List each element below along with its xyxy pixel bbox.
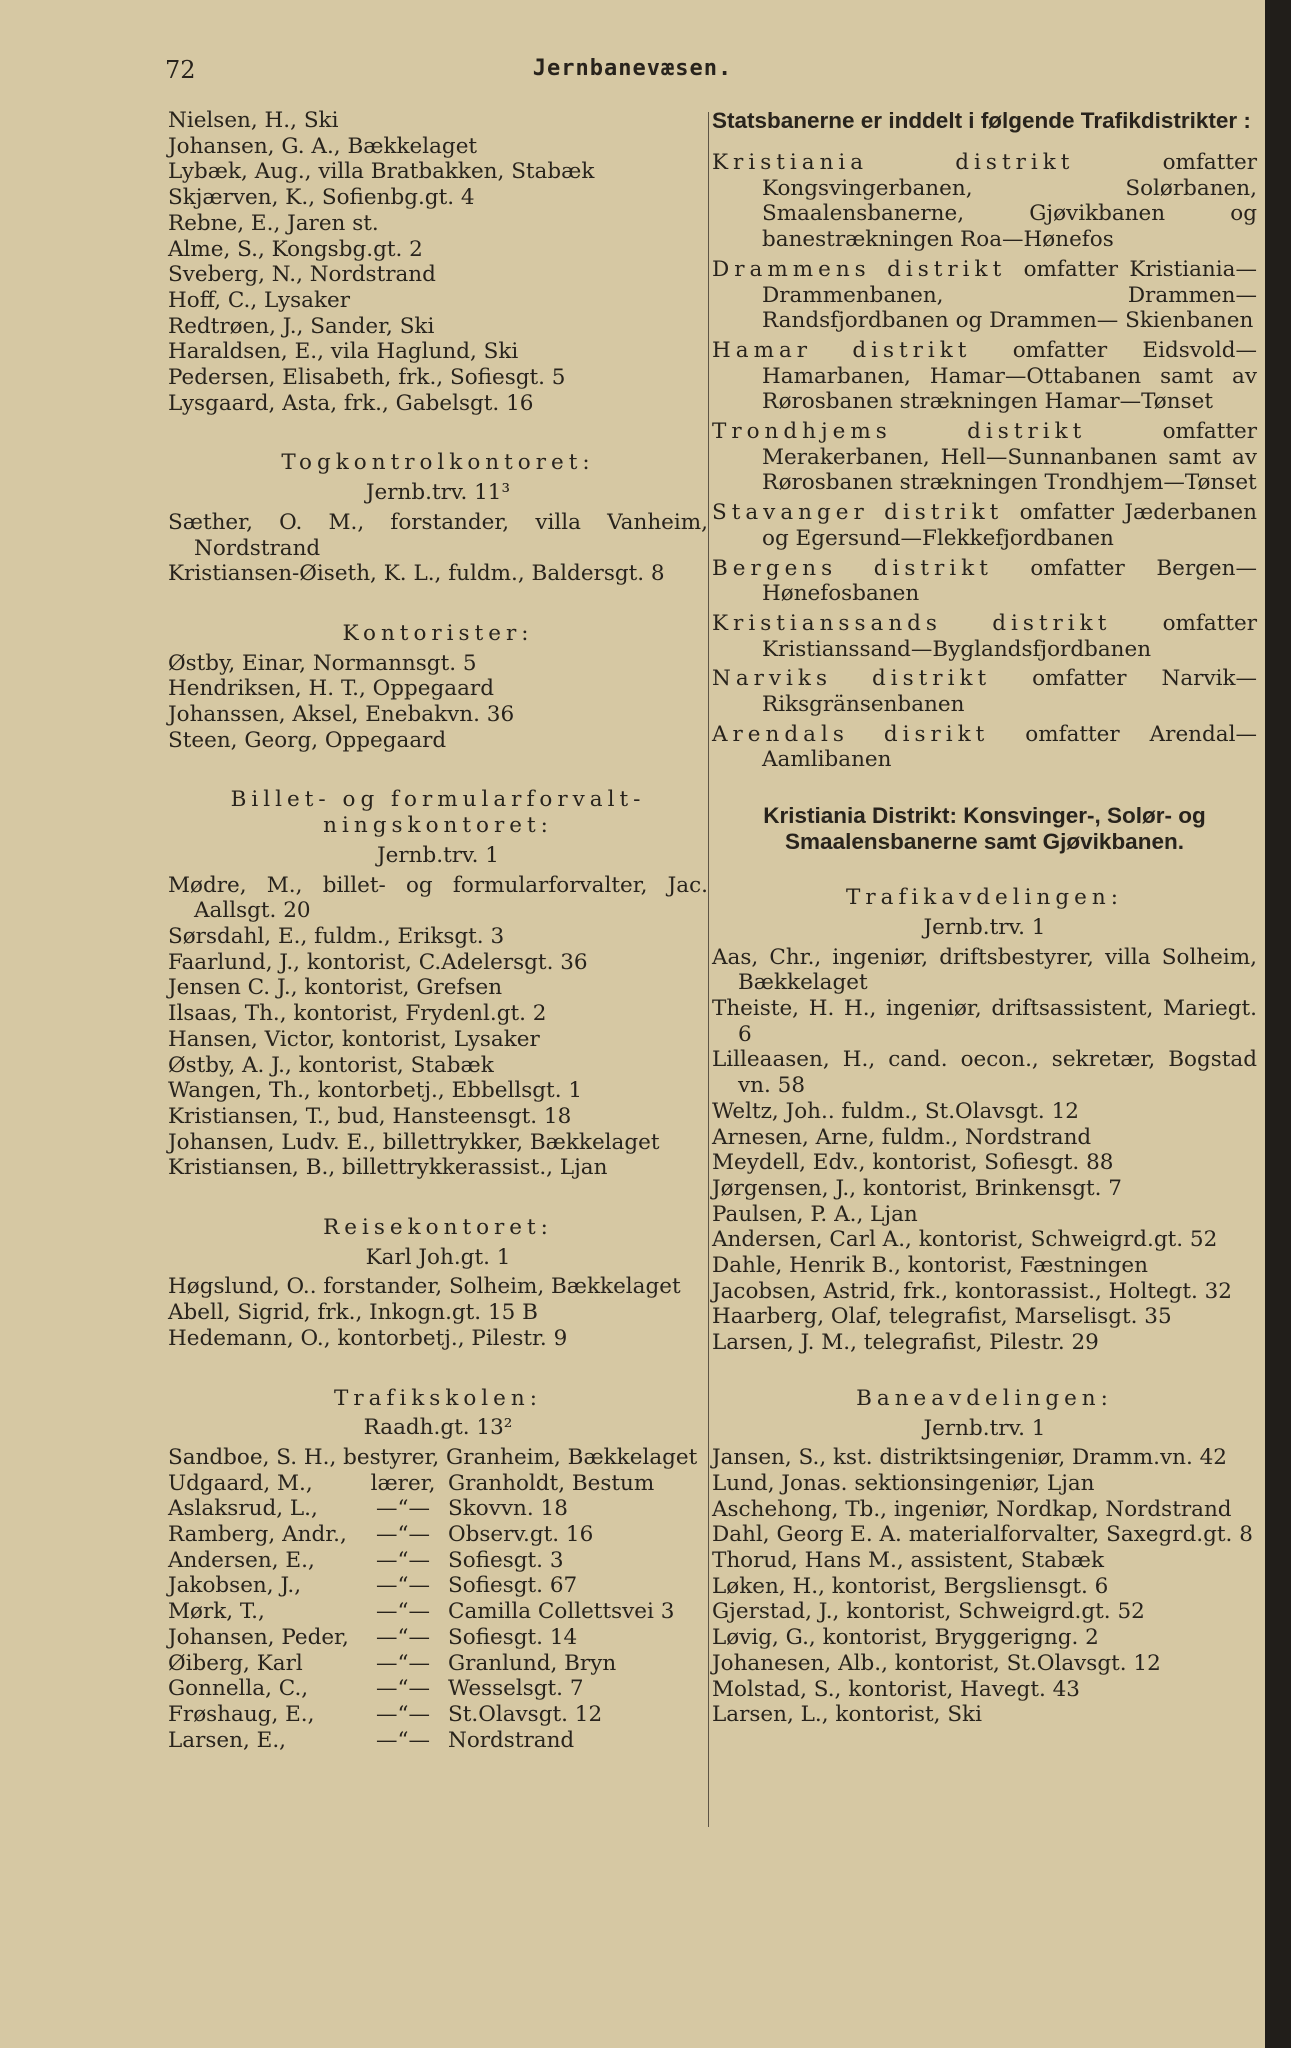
list-item: Johansen, Ludv. E., billettrykker, Bækkelaget xyxy=(168,1129,660,1155)
list-item: Rebne, E., Jaren st. xyxy=(168,210,379,236)
list-item: Skjærven, K., Sofienbg.gt. 4 xyxy=(168,185,475,211)
list-item: Nielsen, H., Ski xyxy=(168,108,339,133)
district-name: Trondhjems distrikt xyxy=(712,419,1087,445)
teacher-address: Nordstrand xyxy=(448,1727,575,1753)
staff-list xyxy=(168,108,708,416)
teacher-name: Aslaksrud, L., xyxy=(168,1496,318,1522)
district-description: omfatter Kristianssand—Byglandsfjordbanen xyxy=(762,610,1257,662)
table-row xyxy=(168,1471,674,1497)
section-title-togkontrol: Togkontrolkontoret: xyxy=(281,450,595,476)
teacher-role: —“— xyxy=(376,1727,430,1753)
list-item: Hansen, Victor, kontorist, Lysaker xyxy=(168,1026,540,1052)
table-row xyxy=(168,1651,674,1677)
reise-list xyxy=(168,1274,708,1351)
list-item: Lund, Jonas. sektionsingeniør, Ljan xyxy=(712,1470,1095,1496)
list-item: Kristiansen-Øiseth, K. L., fuldm., Baldersgt. 8 xyxy=(168,561,665,587)
kontorister-list xyxy=(168,651,708,754)
districts-heading: Statsbanerne er inddelt i følgende Trafikdistrikter : xyxy=(712,108,1251,133)
right-column xyxy=(712,108,1257,1968)
district-description: omfatter Arendal—Aamlibanen xyxy=(762,721,1257,773)
teacher-name: Mørk, T., xyxy=(168,1599,265,1625)
list-item: Kristiansen, T., bud, Hansteensgt. 18 xyxy=(168,1103,572,1129)
table-row xyxy=(168,1702,674,1728)
list-item: Ilsaas, Th., kontorist, Frydenl.gt. 2 xyxy=(168,1001,547,1027)
teacher-address: Granholdt, Bestum xyxy=(448,1470,655,1496)
table-row xyxy=(168,1599,674,1625)
list-item: Lybæk, Aug., villa Bratbakken, Stabæk xyxy=(168,159,595,185)
list-item: Hoff, C., Lysaker xyxy=(168,287,350,313)
list-item: Sandboe, S. H., bestyrer, Granheim, Bækkelaget xyxy=(168,1444,698,1470)
section-address-baneavdelingen: Jernb.trv. 1 xyxy=(923,1415,1046,1441)
section-title-kontorister: Kontorister: xyxy=(342,620,534,646)
teacher-role: —“— xyxy=(376,1547,430,1573)
list-item: Aas, Chr., ingeniør, driftsbestyrer, villa Solheim, Bækkelaget xyxy=(712,944,1257,996)
list-item: Haraldsen, E., vila Haglund, Ski xyxy=(168,339,519,365)
list-item: Meydell, Edv., kontorist, Sofiesgt. 88 xyxy=(712,1150,1114,1176)
list-item: Paulsen, P. A., Ljan xyxy=(712,1201,918,1227)
district-description: omfatter Bergen—Hønefosbanen xyxy=(762,555,1257,607)
district-description: omfatter Narvik—Riksgränsenbanen xyxy=(762,666,1258,718)
district-name: Kristiania distrikt xyxy=(712,150,1075,175)
list-item: Johansen, G. A., Bækkelaget xyxy=(168,133,478,159)
list-item: Johanssen, Aksel, Enebakvn. 36 xyxy=(168,702,515,728)
list-item: Østby, A. J., kontorist, Stabæk xyxy=(168,1052,494,1078)
teacher-name: Ramberg, Andr., xyxy=(168,1522,347,1548)
teacher-role: —“— xyxy=(376,1676,430,1702)
district-item xyxy=(712,666,1257,717)
teacher-name: Gonnella, C., xyxy=(168,1676,309,1702)
list-item: Arnesen, Arne, fuldm., Nordstrand xyxy=(712,1124,1092,1150)
list-item: Aschehong, Tb., ingeniør, Nordkap, Nordstrand xyxy=(712,1496,1232,1522)
list-item: Kristiansen, B., billettrykkerassist., Ljan xyxy=(168,1155,608,1181)
district-description: omfatter Merakerbanen, Hell—Sunnanbanen samt av Rørosbanen strækningen Trondhjem—Tønset xyxy=(762,419,1257,496)
district-name: Drammens distrikt xyxy=(712,256,1007,282)
section-title-billet-line2: ningskontoret: xyxy=(323,813,553,839)
page-number: 72 xyxy=(165,56,196,84)
district-item xyxy=(712,150,1257,253)
list-item: Weltz, Joh.. fuldm., St.Olavsgt. 12 xyxy=(712,1098,1079,1124)
teacher-address: St.Olavsgt. 12 xyxy=(448,1701,603,1727)
teacher-address: Skovvn. 18 xyxy=(448,1496,568,1522)
section-title-billet-line1: Billet- og formularforvalt- xyxy=(230,787,646,813)
column-divider xyxy=(708,112,709,1827)
list-item: Gjerstad, J., kontorist, Schweigrd.gt. 52 xyxy=(712,1599,1145,1625)
list-item: Lysgaard, Asta, frk., Gabelsgt. 16 xyxy=(168,390,534,416)
district-item xyxy=(712,611,1257,662)
section-address-trafikavdelingen: Jernb.trv. 1 xyxy=(923,914,1046,940)
section-address-reise: Karl Joh.gt. 1 xyxy=(365,1244,511,1270)
section-title-trafikskolen: Trafikskolen: xyxy=(334,1385,542,1411)
teacher-role: —“— xyxy=(376,1573,430,1599)
kristiania-heading-line2: Smaalensbanerne samt Gjøvikbanen. xyxy=(785,829,1184,855)
district-description: omfatter Jæderbanen og Egersund—Flekkefjordbanen xyxy=(762,500,1258,551)
page-header xyxy=(0,52,1265,82)
district-description: omfatter Kristiania—Drammenbanen, Drammen—Randsfjordbanen og Drammen— Skienbanen xyxy=(762,256,1257,334)
teacher-address: Sofiesgt. 14 xyxy=(448,1624,578,1650)
list-item: Dahl, Georg E. A. materialforvalter, Saxegrd.gt. 8 xyxy=(712,1522,1253,1548)
teacher-address: Sofiesgt. 3 xyxy=(448,1547,564,1573)
district-item xyxy=(712,500,1257,551)
list-item: Løken, H., kontorist, Bergsliensgt. 6 xyxy=(712,1573,1109,1599)
trafikskolen-table xyxy=(168,1471,674,1754)
district-item xyxy=(712,338,1257,415)
trafikavdelingen-list xyxy=(712,945,1257,1356)
section-address-trafikskolen: Raadh.gt. 13² xyxy=(363,1415,513,1441)
teacher-role: —“— xyxy=(376,1701,430,1727)
table-row xyxy=(168,1573,674,1599)
baneavdelingen-list xyxy=(712,1445,1257,1728)
list-item: Theiste, H. H., ingeniør, driftsassistent, Mariegt. 6 xyxy=(712,995,1257,1047)
left-column xyxy=(168,108,708,1968)
list-item: Alme, S., Kongsbg.gt. 2 xyxy=(168,236,423,262)
table-row xyxy=(168,1496,674,1522)
billet-list xyxy=(168,873,708,1181)
list-item: Andersen, Carl A., kontorist, Schweigrd.gt. 52 xyxy=(712,1227,1218,1253)
section-title-reise: Reisekontoret: xyxy=(323,1215,553,1241)
section-address-togkontrol: Jernb.trv. 11³ xyxy=(365,480,511,506)
district-name: Stavanger distrikt xyxy=(712,500,1004,526)
district-list xyxy=(712,150,1257,773)
list-item: Thorud, Hans M., assistent, Stabæk xyxy=(712,1548,1104,1574)
list-item: Haarberg, Olaf, telegrafist, Marselisgt. 35 xyxy=(712,1304,1172,1330)
list-item: Mødre, M., billet- og formularforvalter, Jac. Aallsgt. 20 xyxy=(168,872,708,924)
teacher-address: Wesselsgt. 7 xyxy=(448,1676,584,1702)
section-address-billet: Jernb.trv. 1 xyxy=(377,842,499,868)
section-title-baneavdelingen: Baneavdelingen: xyxy=(856,1385,1113,1411)
list-item: Pedersen, Elisabeth, frk., Sofiesgt. 5 xyxy=(168,365,566,391)
teacher-role: —“— xyxy=(376,1599,430,1625)
teacher-role: —“— xyxy=(376,1522,430,1548)
district-name: Hamar distrikt xyxy=(712,337,972,363)
teacher-name: Jakobsen, J., xyxy=(168,1573,302,1599)
list-item: Larsen, L., kontorist, Ski xyxy=(712,1702,982,1728)
list-item: Abell, Sigrid, frk., Inkogn.gt. 15 B xyxy=(168,1300,538,1326)
list-item: Hendriksen, H. T., Oppegaard xyxy=(168,676,494,702)
teacher-role: —“— xyxy=(376,1624,430,1650)
list-item: Redtrøen, J., Sander, Ski xyxy=(168,313,435,339)
teacher-role: —“— xyxy=(376,1496,430,1522)
teacher-name: Larsen, E., xyxy=(168,1727,287,1753)
list-item: Faarlund, J., kontorist, C.Adelersgt. 36 xyxy=(168,949,588,975)
teacher-name: Andersen, E., xyxy=(168,1547,315,1573)
district-name: Arendals disrikt xyxy=(712,721,990,747)
teacher-address: Observ.gt. 16 xyxy=(448,1522,594,1548)
list-item: Jørgensen, J., kontorist, Brinkensgt. 7 xyxy=(712,1175,1122,1201)
list-item: Høgslund, O.. forstander, Solheim, Bækkelaget xyxy=(168,1274,681,1300)
list-item: Steen, Georg, Oppegaard xyxy=(168,727,447,753)
table-row xyxy=(168,1548,674,1574)
district-item xyxy=(712,556,1257,607)
teacher-name: Johansen, Peder, xyxy=(168,1624,349,1650)
list-item: Sæther, O. M., forstander, villa Vanheim, Nordstrand xyxy=(168,509,708,561)
teacher-name: Udgaard, M., xyxy=(168,1470,313,1496)
teacher-name: Øiberg, Karl xyxy=(168,1650,303,1676)
list-item: Løvig, G., kontorist, Bryggerigng. 2 xyxy=(712,1625,1099,1651)
list-item: Jacobsen, Astrid, frk., kontorassist., Holtegt. 32 xyxy=(712,1278,1232,1304)
list-item: Johanesen, Alb., kontorist, St.Olavsgt. 12 xyxy=(712,1650,1161,1676)
district-name: Bergens distrikt xyxy=(712,555,993,581)
table-row xyxy=(168,1728,674,1754)
list-item: Larsen, J. M., telegrafist, Pilestr. 29 xyxy=(712,1330,1099,1356)
togkontrol-list xyxy=(168,510,708,587)
district-name: Narviks distrikt xyxy=(712,666,992,692)
list-item: Sveberg, N., Nordstrand xyxy=(168,262,436,288)
teacher-role: —“— xyxy=(376,1650,430,1676)
list-item: Jensen C. J., kontorist, Grefsen xyxy=(168,975,503,1001)
list-item: Lilleaasen, H., cand. oecon., sekretær, Bogstad vn. 58 xyxy=(712,1047,1257,1099)
table-row xyxy=(168,1522,674,1548)
list-item: Dahle, Henrik B., kontorist, Fæstningen xyxy=(712,1253,1148,1279)
section-title-trafikavdelingen: Trafikavdelingen: xyxy=(846,885,1123,911)
list-item: Hedemann, O., kontorbetj., Pilestr. 9 xyxy=(168,1325,568,1351)
district-description: omfatter Kongsvingerbanen, Solørbanen, Smaalensbanerne, Gjøvikbanen og banestrækningen Roa—Hønefos xyxy=(762,150,1257,253)
teacher-address: Sofiesgt. 67 xyxy=(448,1573,578,1599)
list-item: Jansen, S., kst. distriktsingeniør, Dramm.vn. 42 xyxy=(712,1445,1227,1471)
teacher-address: Camilla Collettsvei 3 xyxy=(448,1599,675,1625)
district-name: Kristianssands distrikt xyxy=(712,610,1112,636)
kristiania-heading-line1: Kristiania Distrikt: Konsvinger-, Solør- og xyxy=(763,803,1206,829)
district-description: omfatter Eidsvold—Hamarbanen, Hamar—Ottabanen samt av Rørosbanen strækningen Hamar—Tønset xyxy=(762,337,1257,415)
table-row xyxy=(168,1625,674,1651)
list-item: Wangen, Th., kontorbetj., Ebbellsgt. 1 xyxy=(168,1078,583,1104)
list-item: Østby, Einar, Normannsgt. 5 xyxy=(168,650,477,676)
district-item xyxy=(712,419,1257,496)
running-head: Jernbanevæsen. xyxy=(532,56,733,81)
district-item xyxy=(712,257,1257,334)
list-item: Sørsdahl, E., fuldm., Eriksgt. 3 xyxy=(168,923,505,949)
teacher-address: Granlund, Bryn xyxy=(448,1650,617,1676)
teacher-name: Frøshaug, E., xyxy=(168,1701,315,1727)
teacher-role: lærer, xyxy=(370,1470,436,1496)
table-row xyxy=(168,1676,674,1702)
district-item xyxy=(712,722,1257,773)
list-item: Molstad, S., kontorist, Havegt. 43 xyxy=(712,1676,1080,1702)
